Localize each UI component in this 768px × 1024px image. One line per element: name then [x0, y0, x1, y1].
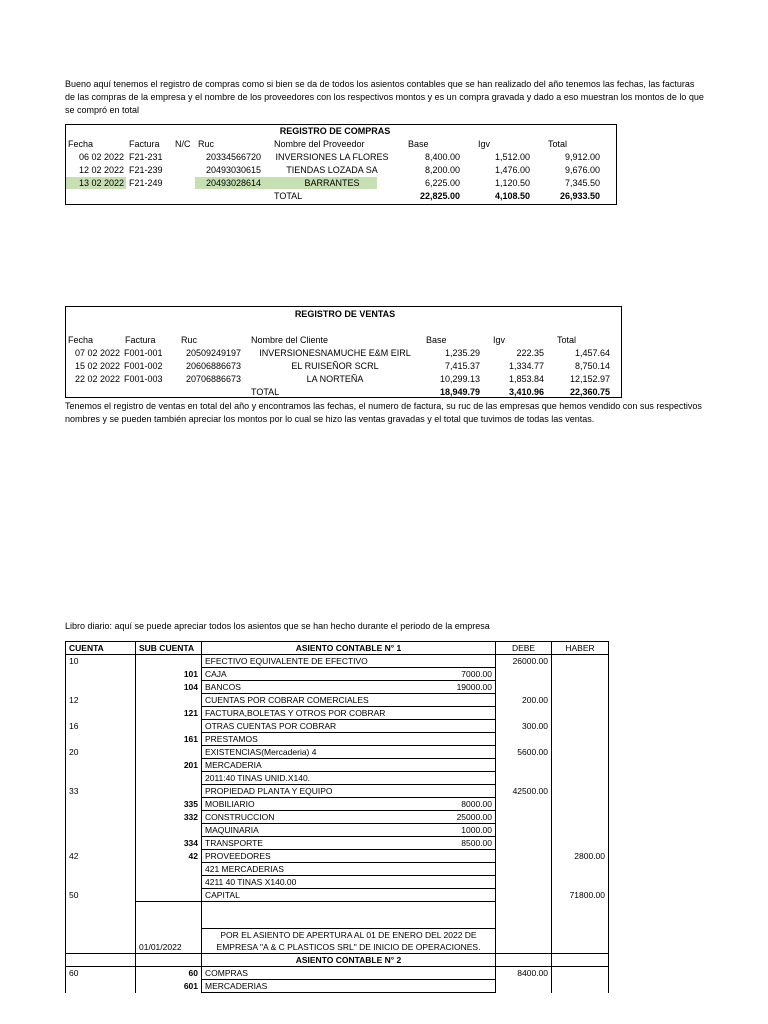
cell-total: 9,676.00 — [564, 165, 600, 175]
cell-igv: 1,120.50 — [494, 178, 530, 188]
cell-sub-cuenta — [136, 785, 202, 798]
cell-haber — [552, 837, 609, 850]
cell-cuenta — [66, 798, 136, 811]
cell-haber — [552, 694, 609, 707]
cell-debe — [496, 733, 552, 746]
ventas-total-base: 18,949.79 — [439, 387, 480, 397]
cell-factura: F21-239 — [129, 165, 163, 175]
cell-fecha: 13 02 2022 — [78, 178, 124, 188]
cell-haber — [552, 668, 609, 681]
compras-header-total: Total — [548, 139, 568, 149]
cell-parcial: 1000.00 — [426, 824, 496, 837]
cell-debe — [496, 837, 552, 850]
cell-cuenta — [66, 863, 136, 876]
cell-debe — [496, 929, 552, 954]
cell-haber — [552, 655, 609, 668]
cell-sub-cuenta: 42 — [136, 850, 202, 863]
cell-debe — [496, 954, 552, 967]
diario-row — [66, 811, 609, 824]
compras-title: REGISTRO DE COMPRAS — [279, 126, 391, 136]
cell-haber — [552, 876, 609, 889]
cell-fecha: 06 02 2022 — [78, 152, 124, 162]
diario-asiento-2-row — [66, 954, 609, 967]
diario-row — [66, 733, 609, 746]
cell-descripcion: MERCADERIAS — [202, 980, 496, 993]
cell-sub-cuenta — [136, 694, 202, 707]
cell-parcial — [426, 876, 496, 889]
cell-cuenta — [66, 668, 136, 681]
compras-header-fecha: Fecha — [68, 139, 94, 149]
cell-cuenta: 60 — [66, 967, 136, 980]
cell-haber — [552, 824, 609, 837]
cell-parcial — [426, 733, 496, 746]
cell-cuenta — [66, 876, 136, 889]
cell-cuenta: 10 — [66, 655, 136, 668]
cell-descripcion: PROVEEDORES — [202, 850, 426, 863]
cell-sub-cuenta — [136, 720, 202, 733]
ventas-header-fecha: Fecha — [68, 335, 94, 345]
cell-debe — [496, 668, 552, 681]
cell-ruc: 20706886673 — [185, 374, 241, 384]
diario-row — [66, 824, 609, 837]
cell-debe: 5600.00 — [496, 746, 552, 759]
cell-cuenta — [66, 733, 136, 746]
cell-cuenta — [66, 772, 136, 785]
glosa-texto — [202, 929, 496, 954]
cell-ruc: 20493028614 — [205, 178, 261, 188]
diario-row — [66, 746, 609, 759]
cell-debe — [496, 876, 552, 889]
cell-parcial: 19000.00 — [426, 681, 496, 694]
cell-haber — [552, 863, 609, 876]
compras-total-base: 22,825.00 — [419, 191, 460, 201]
diario-row — [66, 720, 609, 733]
cell-parcial — [426, 720, 496, 733]
cell-descripcion: TRANSPORTE — [202, 837, 426, 850]
diario-spacer-row — [66, 902, 609, 929]
compras-total-total: 26,933.50 — [559, 191, 600, 201]
cell-fecha: 22 02 2022 — [74, 374, 120, 384]
cell-haber — [552, 733, 609, 746]
cell-sub-cuenta: 121 — [136, 707, 202, 720]
compras-header-ruc: Ruc — [198, 139, 215, 149]
intro-compras-text: Bueno aquí tenemos el registro de compras como si bien se da de todos los asientos contables que se han realizado del año tenemos las fechas, las facturas de las compras de la empresa y el nombre de los proveedores con los respectivos montos y es un compra gravada y dado a eso muestran los montos de lo que se compró en total — [65, 79, 704, 115]
cell-debe — [496, 707, 552, 720]
cell-cuenta: 12 — [66, 694, 136, 707]
cell-debe — [496, 902, 552, 929]
cell-sub-cuenta: 601 — [136, 980, 202, 993]
cell-descripcion: COMPRAS — [202, 967, 496, 980]
diario-row — [66, 681, 609, 694]
diario-row — [66, 980, 609, 993]
compras-total-igv: 4,108.50 — [494, 191, 530, 201]
compras-header-igv: Igv — [478, 139, 491, 149]
cell-ruc: 20606886673 — [185, 361, 241, 371]
cell-total: 12,152.97 — [569, 374, 610, 384]
cell-descripcion: CUENTAS POR COBRAR COMERCIALES — [202, 694, 426, 707]
cell-factura: F001-001 — [124, 348, 163, 358]
cell-debe: 200.00 — [496, 694, 552, 707]
libro-diario-table — [65, 641, 609, 993]
header-asiento-1: ASIENTO CONTABLE N° 1 — [202, 642, 496, 655]
ventas-title: REGISTRO DE VENTAS — [294, 309, 396, 319]
cell-haber: 2800.00 — [552, 850, 609, 863]
cell-haber — [552, 759, 609, 772]
cell-nombre: TIENDAS LOZADA SA — [286, 165, 378, 175]
cell-factura: F001-003 — [124, 374, 163, 384]
ventas-header-total: Total — [557, 335, 577, 345]
cell-base: 8,400.00 — [424, 152, 460, 162]
diario-row — [66, 707, 609, 720]
cell-fecha: 12 02 2022 — [78, 165, 124, 175]
cell-cuenta — [66, 681, 136, 694]
cell-total: 8,750.14 — [574, 361, 610, 371]
glosa-line-2: EMPRESA "A & C PLASTICOS SRL" DE INICIO DE OPERACIONES. — [216, 942, 481, 952]
cell-haber — [552, 707, 609, 720]
diario-row — [66, 694, 609, 707]
cell-base: 8,200.00 — [424, 165, 460, 175]
cell-haber — [552, 902, 609, 929]
diario-row — [66, 655, 609, 668]
cell-igv: 1,476.00 — [494, 165, 530, 175]
cell-haber — [552, 954, 609, 967]
diario-row — [66, 889, 609, 902]
cell-parcial — [426, 746, 496, 759]
cell-haber — [552, 746, 609, 759]
cell-factura: F21-231 — [129, 152, 163, 162]
cell-factura: F001-002 — [124, 361, 163, 371]
cell-haber — [552, 980, 609, 993]
cell-debe: 42500.00 — [496, 785, 552, 798]
intro-diario-text: Libro diario: aquí se puede apreciar todos los asientos que se han hecho durante el periodo de la empresa — [65, 621, 490, 631]
cell-parcial: 8000.00 — [426, 798, 496, 811]
header-cuenta: CUENTA — [66, 642, 136, 655]
cell-cuenta: 33 — [66, 785, 136, 798]
cell-haber — [552, 929, 609, 954]
cell-debe — [496, 772, 552, 785]
cell-descripcion: 4211 40 TINAS X140.00 — [202, 876, 426, 889]
cell-descripcion: MERCADERIA — [202, 759, 426, 772]
diario-row — [66, 772, 609, 785]
cell-parcial: 7000.00 — [426, 668, 496, 681]
cell-cuenta: 20 — [66, 746, 136, 759]
cell-base: 6,225.00 — [424, 178, 460, 188]
cell-base: 1,235.29 — [444, 348, 480, 358]
cell-total: 7,345.50 — [564, 178, 600, 188]
cell-sub-cuenta: 161 — [136, 733, 202, 746]
cell-parcial — [426, 655, 496, 668]
cell-cuenta — [66, 837, 136, 850]
cell-parcial: 8500.00 — [426, 837, 496, 850]
intro-ventas-text: Tenemos el registro de ventas en total del año y encontramos las fechas, el numero de factura, su ruc de las empresas que hemos vendido con sus respectivos nombres y se pueden también apreciar los montos por lo cual se hizo las ventas gravadas y el total que tuvimos de todas las ventas. — [65, 401, 702, 424]
cell-parcial — [426, 707, 496, 720]
cell-igv: 1,853.84 — [508, 374, 544, 384]
cell-descripcion: EXISTENCIAS(Mercaderia) 4 — [202, 746, 426, 759]
cell-debe — [496, 681, 552, 694]
diario-row — [66, 759, 609, 772]
cell-debe — [496, 980, 552, 993]
cell-descripcion: EFECTIVO EQUIVALENTE DE EFECTIVO — [202, 655, 426, 668]
cell-descripcion — [202, 902, 496, 929]
cell-parcial — [426, 850, 496, 863]
cell-sub-cuenta: 335 — [136, 798, 202, 811]
ventas-total-label: TOTAL — [251, 387, 280, 397]
cell-sub-cuenta — [136, 889, 202, 902]
cell-sub-cuenta: 60 — [136, 967, 202, 980]
cell-sub-cuenta: 101 — [136, 668, 202, 681]
cell-debe — [496, 863, 552, 876]
diario-row — [66, 668, 609, 681]
cell-descripcion: FACTURA,BOLETAS Y OTROS POR COBRAR — [202, 707, 426, 720]
cell-fecha: 07 02 2022 — [74, 348, 120, 358]
cell-nombre: INVERSIONES LA FLORES — [275, 152, 389, 162]
cell-ruc: 20334566720 — [205, 152, 261, 162]
cell-descripcion: OTRAS CUENTAS POR COBRAR — [202, 720, 426, 733]
cell-cuenta — [66, 811, 136, 824]
cell-cuenta — [66, 707, 136, 720]
cell-cuenta — [66, 980, 136, 993]
cell-sub-cuenta — [136, 824, 202, 837]
cell-cuenta — [66, 954, 136, 967]
diario-row — [66, 876, 609, 889]
cell-haber — [552, 967, 609, 980]
diario-row — [66, 785, 609, 798]
cell-descripcion: BANCOS — [202, 681, 426, 694]
ventas-header-base: Base — [426, 335, 447, 345]
cell-sub-cuenta — [136, 902, 202, 929]
cell-ruc: 20509249197 — [185, 348, 241, 358]
cell-debe — [496, 824, 552, 837]
cell-haber — [552, 785, 609, 798]
cell-sub-cuenta: 201 — [136, 759, 202, 772]
cell-nombre: INVERSIONESNAMUCHE E&M EIRL — [259, 348, 411, 358]
header-sub-cuenta: SUB CUENTA — [136, 642, 202, 655]
ventas-header-nombre: Nombre del Cliente — [251, 335, 329, 345]
cell-parcial — [426, 785, 496, 798]
cell-total: 1,457.64 — [574, 348, 610, 358]
cell-debe — [496, 889, 552, 902]
cell-debe: 8400.00 — [496, 967, 552, 980]
ventas-header-ruc: Ruc — [181, 335, 198, 345]
cell-igv: 1,334.77 — [508, 361, 544, 371]
diario-glosa-row — [66, 929, 609, 954]
cell-cuenta — [66, 929, 136, 954]
cell-descripcion: CAJA — [202, 668, 426, 681]
diario-row — [66, 837, 609, 850]
ventas-header-igv: Igv — [493, 335, 506, 345]
header-debe: DEBE — [496, 642, 552, 655]
cell-descripcion: 2011:40 TINAS UNID.X140. — [202, 772, 426, 785]
cell-igv: 222.35 — [516, 348, 544, 358]
cell-parcial — [426, 694, 496, 707]
cell-debe — [496, 811, 552, 824]
cell-fecha: 15 02 2022 — [74, 361, 120, 371]
ventas-total-igv: 3,410.96 — [508, 387, 544, 397]
cell-descripcion: MAQUINARIA — [202, 824, 426, 837]
header-asiento-2: ASIENTO CONTABLE N° 2 — [202, 954, 496, 967]
cell-descripcion: PRESTAMOS — [202, 733, 426, 746]
cell-sub-cuenta — [136, 746, 202, 759]
ventas-header-factura: Factura — [125, 335, 156, 345]
header-haber: HABER — [552, 642, 609, 655]
cell-cuenta: 50 — [66, 889, 136, 902]
cell-cuenta: 42 — [66, 850, 136, 863]
cell-descripcion: CAPITAL — [202, 889, 426, 902]
diario-row — [66, 967, 609, 980]
cell-parcial — [426, 772, 496, 785]
cell-nombre: EL RUISEÑOR SCRL — [291, 361, 379, 371]
cell-descripcion: CONSTRUCCION — [202, 811, 426, 824]
cell-nombre: BARRANTES — [304, 178, 360, 188]
cell-debe — [496, 798, 552, 811]
compras-total-label: TOTAL — [274, 191, 303, 201]
glosa-fecha: 01/01/2022 — [136, 929, 202, 954]
cell-debe: 26000.00 — [496, 655, 552, 668]
cell-sub-cuenta: 334 — [136, 837, 202, 850]
cell-nombre: LA NORTEÑA — [306, 374, 364, 384]
cell-debe — [496, 850, 552, 863]
diario-row — [66, 798, 609, 811]
cell-cuenta: 16 — [66, 720, 136, 733]
cell-parcial: 25000.00 — [426, 811, 496, 824]
cell-sub-cuenta — [136, 772, 202, 785]
cell-sub-cuenta — [136, 655, 202, 668]
cell-descripcion: 421 MERCADERIAS — [202, 863, 426, 876]
cell-base: 7,415.37 — [444, 361, 480, 371]
cell-igv: 1,512.00 — [494, 152, 530, 162]
compras-header-nombre: Nombre del Proveedor — [274, 139, 365, 149]
cell-parcial — [426, 863, 496, 876]
cell-haber — [552, 811, 609, 824]
cell-parcial — [426, 889, 496, 902]
cell-haber — [552, 772, 609, 785]
cell-ruc: 20493030615 — [205, 165, 261, 175]
cell-sub-cuenta — [136, 876, 202, 889]
cell-sub-cuenta — [136, 954, 202, 967]
cell-debe: 300.00 — [496, 720, 552, 733]
cell-cuenta — [66, 824, 136, 837]
cell-sub-cuenta — [136, 863, 202, 876]
cell-sub-cuenta: 104 — [136, 681, 202, 694]
cell-parcial — [426, 759, 496, 772]
ventas-total-total: 22,360.75 — [569, 387, 610, 397]
cell-sub-cuenta: 332 — [136, 811, 202, 824]
cell-descripcion: PROPIEDAD PLANTA Y EQUIPO — [202, 785, 426, 798]
compras-header-nc: N/C — [175, 139, 191, 149]
compras-header-factura: Factura — [129, 139, 160, 149]
cell-haber: 71800.00 — [552, 889, 609, 902]
diario-header-row — [66, 642, 609, 655]
cell-cuenta — [66, 759, 136, 772]
cell-factura: F21-249 — [129, 178, 163, 188]
diario-row — [66, 850, 609, 863]
cell-descripcion: MOBILIARIO — [202, 798, 426, 811]
diario-row — [66, 863, 609, 876]
cell-total: 9,912.00 — [564, 152, 600, 162]
cell-cuenta — [66, 902, 136, 929]
cell-haber — [552, 798, 609, 811]
cell-base: 10,299.13 — [439, 374, 480, 384]
compras-header-base: Base — [408, 139, 429, 149]
glosa-line-1: POR EL ASIENTO DE APERTURA AL 01 DE ENERO DEL 2022 DE — [220, 930, 477, 940]
cell-haber — [552, 681, 609, 694]
cell-debe — [496, 759, 552, 772]
cell-haber — [552, 720, 609, 733]
